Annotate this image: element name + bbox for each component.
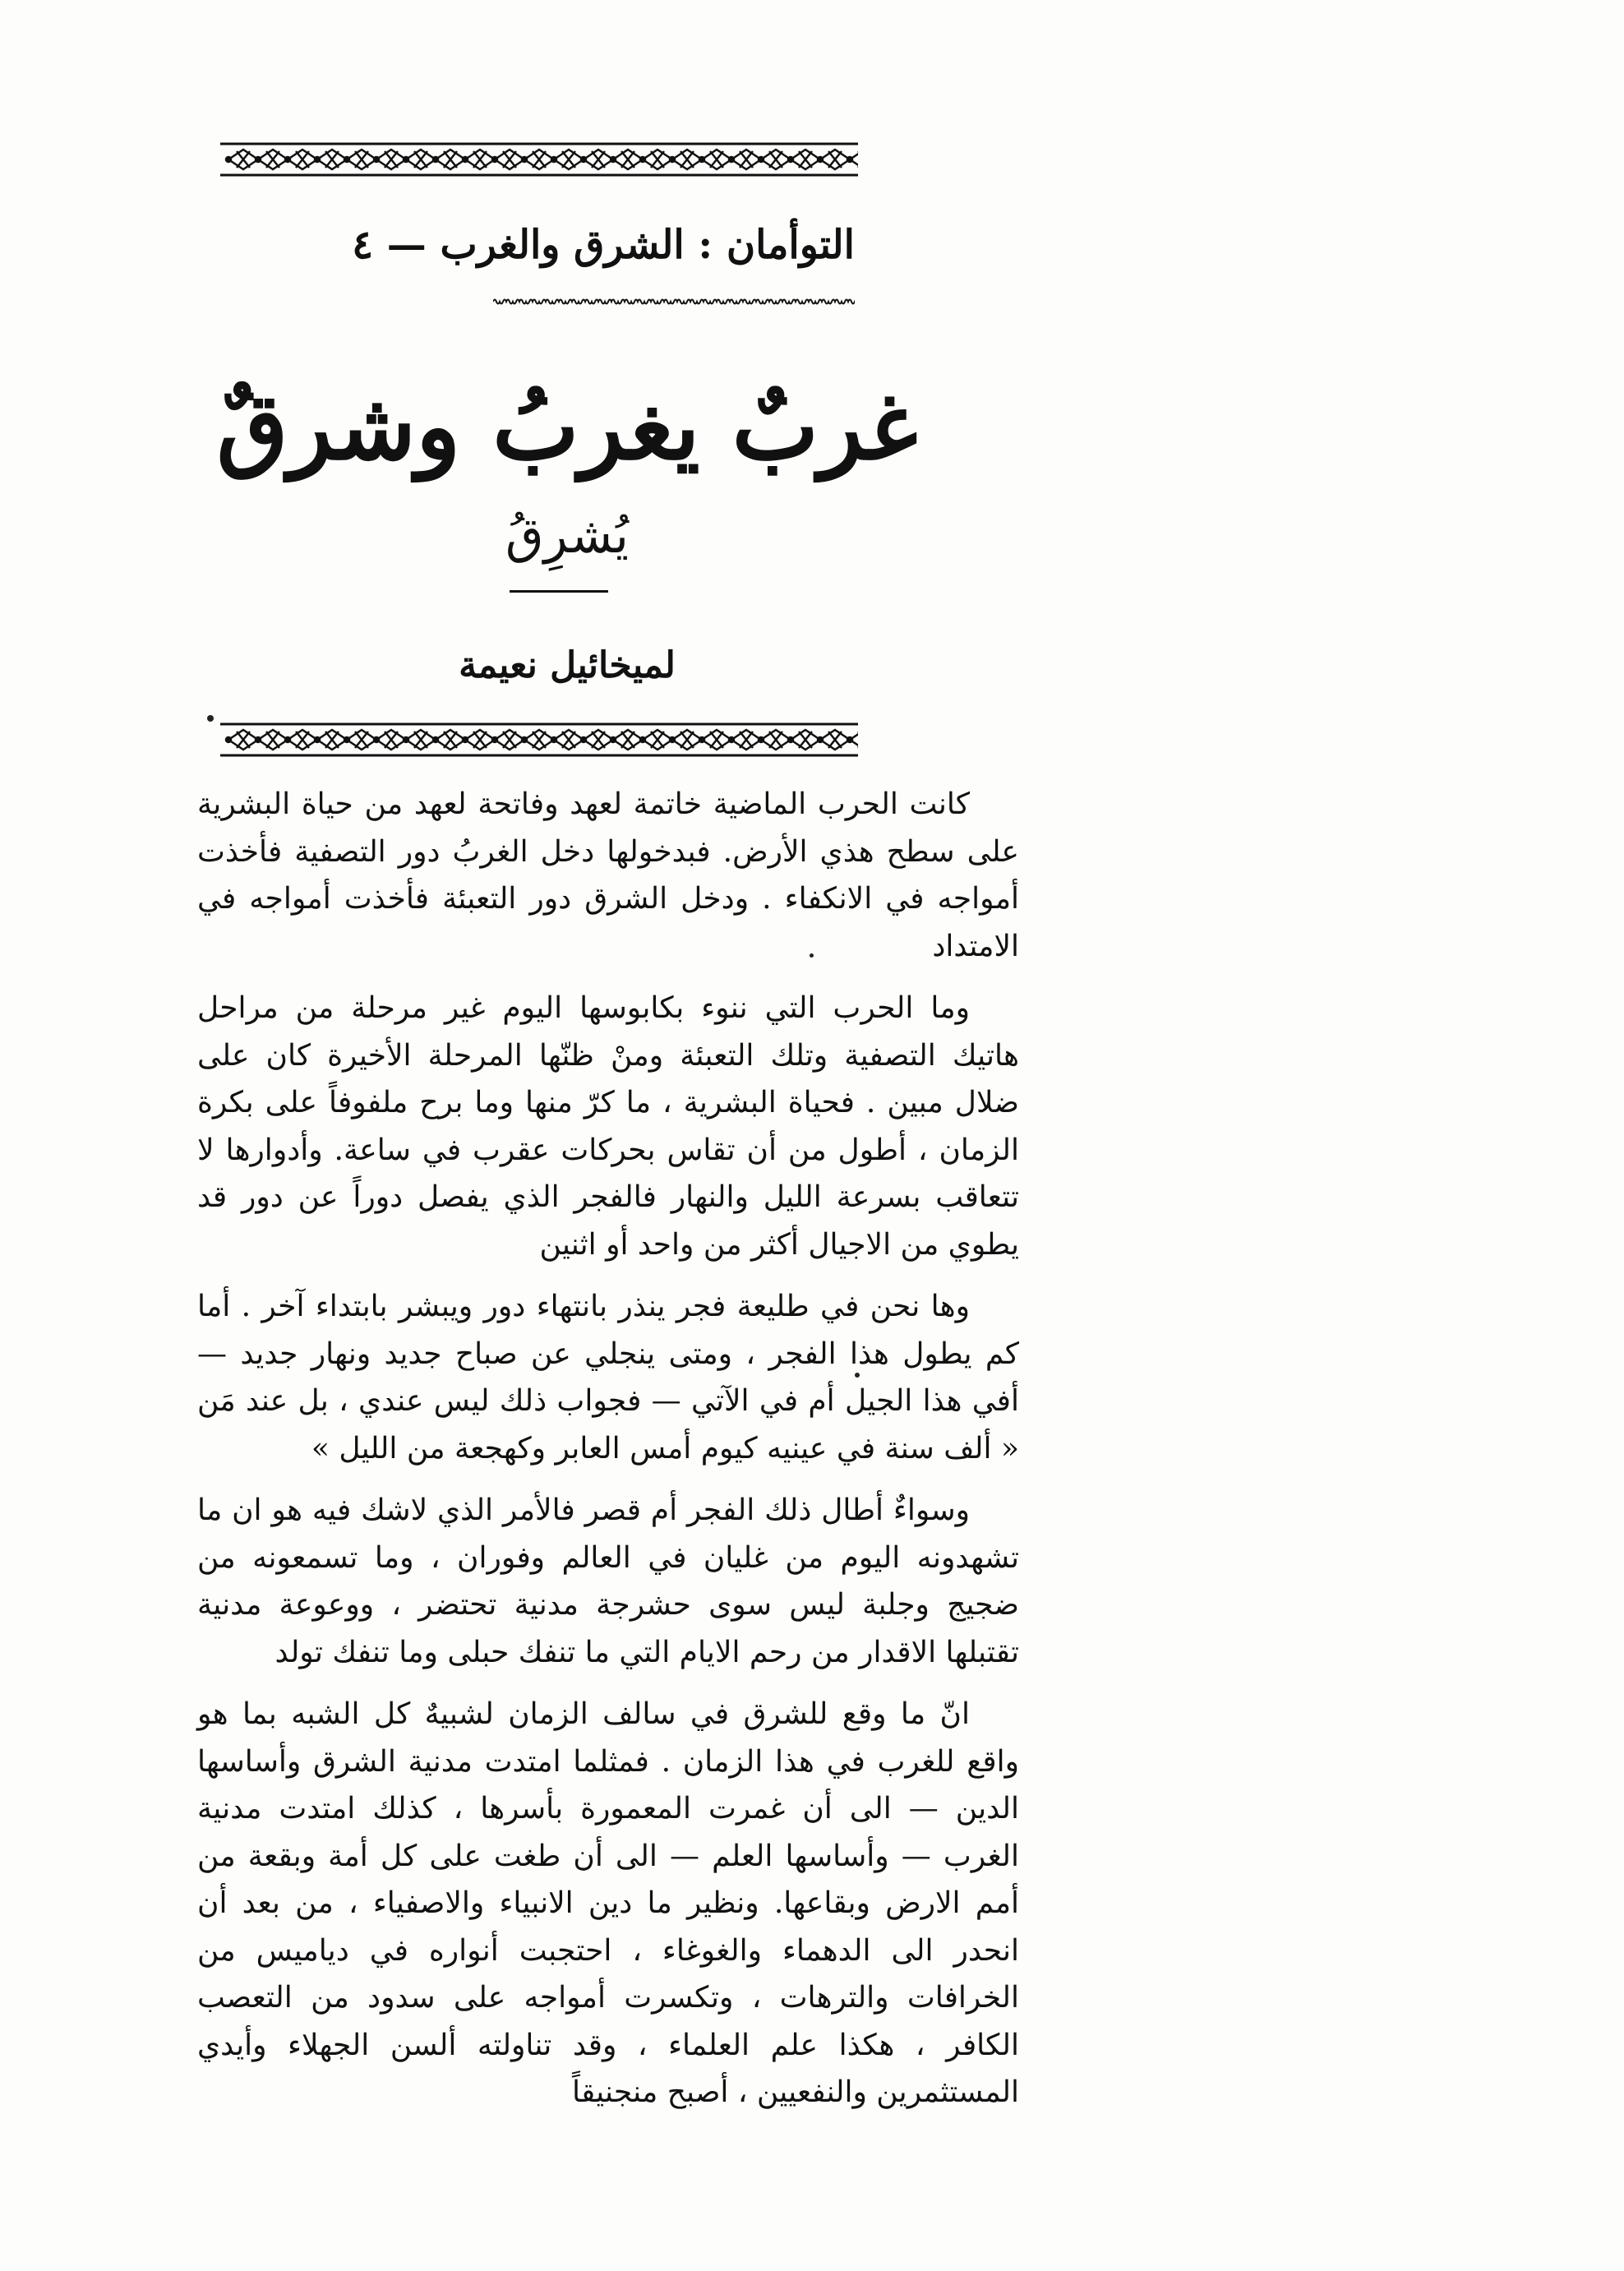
print-speck xyxy=(207,715,214,722)
paragraph: انّ ما وقع للشرق في سالف الزمان لشبيهٌ كل الشبه بما هو واقع للغرب في هذا الزمان . فمثلما امتدت مدنية الشرق وأساسها الدين — الى أن غمرت المعمورة بأسرها ، كذلك امتدت مدنية الغرب — وأساسها العلم — الى أن طغت على كل أمة وبقعة من أمم الارض وبقاعها. ونظير ما دين الانبياء والاصفياء ، من بعد أن انحدر الى الدهماء والغوغاء ، احتجبت أنواره في دياميس من الخرافات والترهات ، وتكسرت أمواجه على سدود من التعصب الكافر ، هكذا علم العلماء ، وقد تناولته ألسن الجهلاء وأيدي المستثمرين والنفعيين ، أصبح منجنيقاً xyxy=(197,1697,1019,2109)
ornament-pattern-bottom xyxy=(220,722,858,758)
series-heading: التوأمان : الشرق والغرب — ٤ xyxy=(352,222,855,268)
bottom-ornamental-border xyxy=(220,722,858,758)
top-ornamental-border xyxy=(220,141,858,178)
article-subtitle: يُشرِقُ xyxy=(505,507,629,565)
article-body xyxy=(197,781,1019,2116)
paragraph: وها نحن في طليعة فجر ينذر بانتهاء دور ويبشر بابتداء آخر . أما كم يطول هذا الفجر ، ومتى ينجلي عن صباح جديد ونهار جديد — أفي هذا الجيل أم في الآتي — فجواب ذلك ليس عندي ، بل عند مَن « ألف سنة في عينيه كيوم أمس العابر وكهجعة من الليل » xyxy=(197,1290,1019,1466)
print-speck xyxy=(810,953,814,958)
print-speck xyxy=(855,1373,860,1378)
paragraph: وسواءٌ أطال ذلك الفجر أم قصر فالأمر الذي لاشك فيه هو ان ما تشهدونه اليوم من غليان في العالم وفوران ، وما تسمعونه من ضجيج وجلبة ليس سوى حشرجة مدنية تحتضر ، ووعوعة مدنية تقتبلها الاقدار من رحم الايام التي ما تنفك حبلى وما تنفك تولد xyxy=(197,1493,1019,1669)
ornament-pattern-top xyxy=(220,141,858,178)
paragraph: وما الحرب التي ننوء بكابوسها اليوم غير مرحلة من مراحل هاتيك التصفية وتلك التعبئة ومنْ ظنّها المرحلة الأخيرة كان على ضلال مبين . فحياة البشرية ، ما كرّ منها وما برح ملفوفاً على بكرة الزمان ، أطول من أن تقاس بحركات عقرب في ساعة. وأدوارها لا تتعاقب بسرعة الليل والنهار فالفجر الذي يفصل دوراً عن دور قد يطوي من الاجيال أكثر من واحد أو اثنين xyxy=(197,991,1019,1262)
article-author: لميخائيل نعيمة xyxy=(459,644,676,686)
title-divider xyxy=(510,590,608,593)
wavy-divider xyxy=(493,296,855,307)
article-title: غربٌ يغربُ وشرقٌ xyxy=(216,373,918,481)
paragraph: كانت الحرب الماضية خاتمة لعهد وفاتحة لعهد من حياة البشرية على سطح هذي الأرض. فبدخولها دخل الغربُ دور التصفية فأخذت أمواجه في الانكفاء . ودخل الشرق دور التعبئة فأخذت أمواجه في الامتداد xyxy=(197,787,1019,963)
